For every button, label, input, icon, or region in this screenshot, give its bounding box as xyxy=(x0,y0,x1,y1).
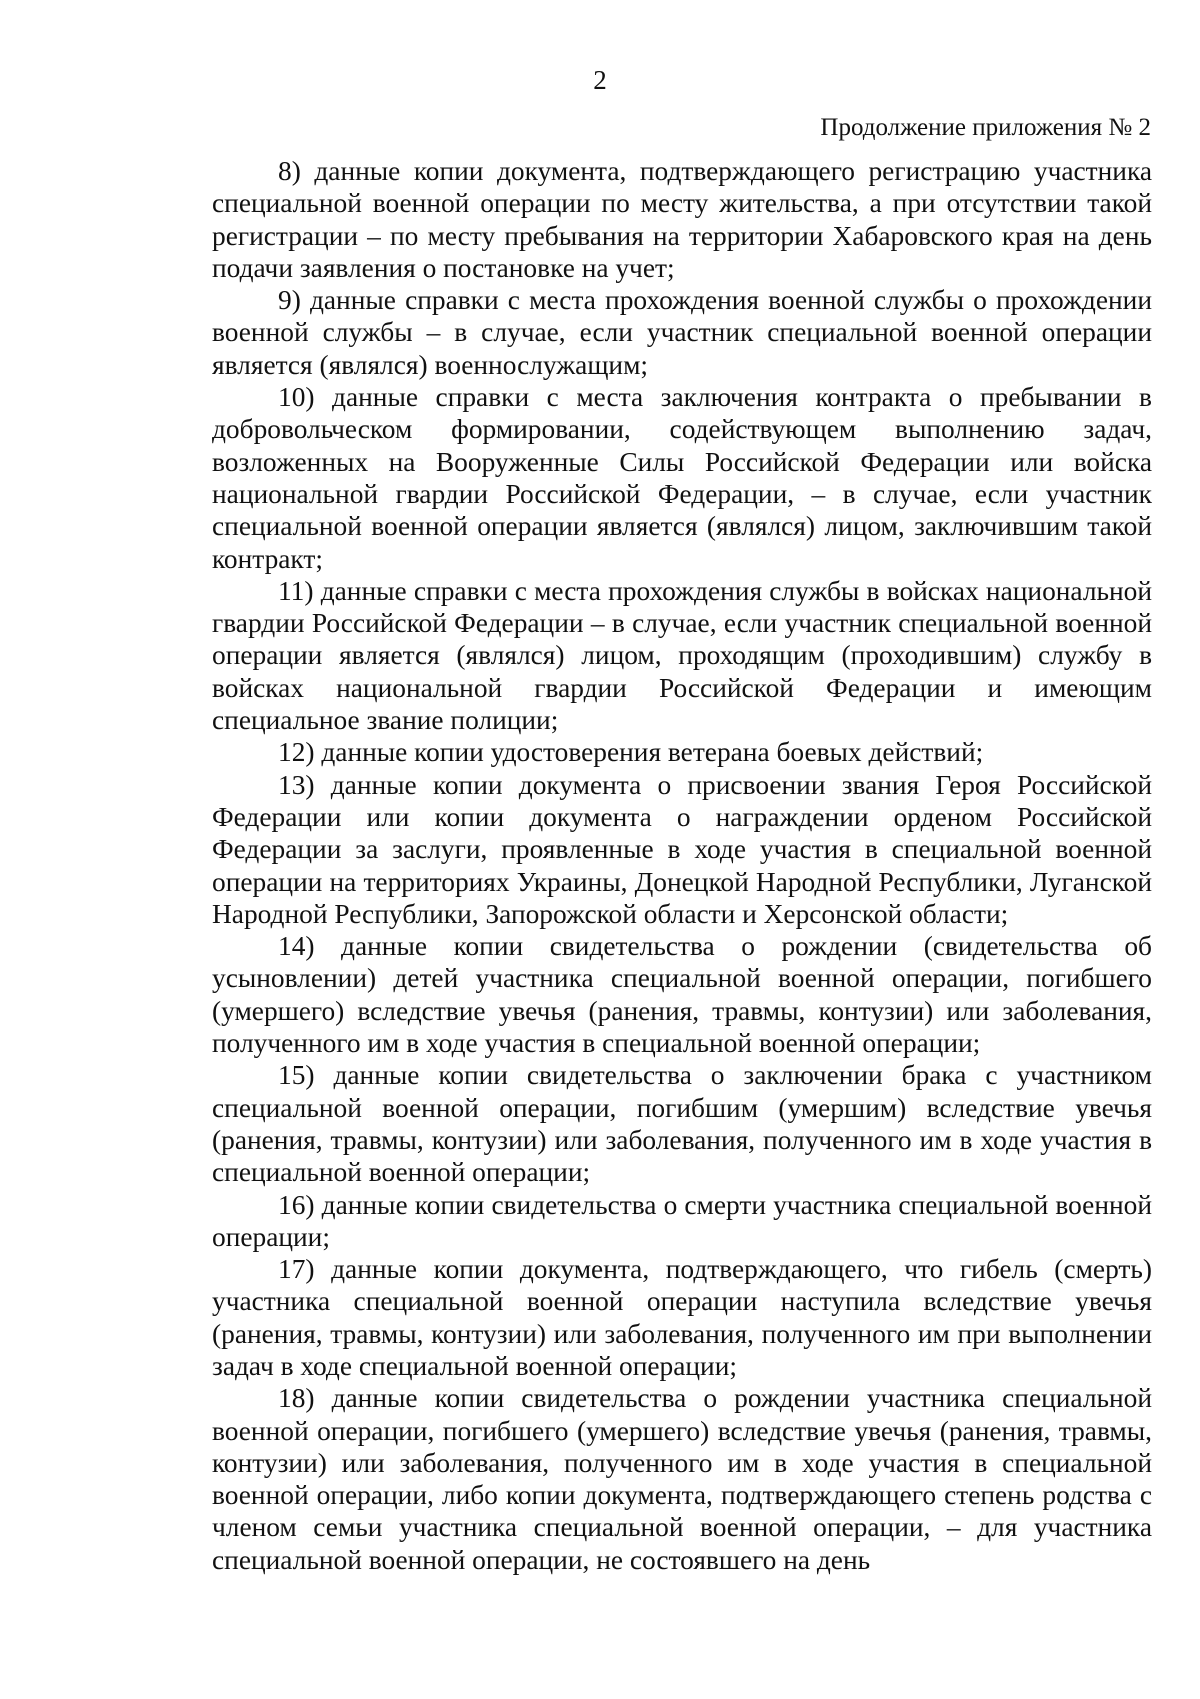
appendix-continuation-label: Продолжение приложения № 2 xyxy=(820,114,1151,141)
list-item-11: 11) данные справки с места прохождения службы в войсках национальной гвардии Российской Федерации – в случае, если участник специальной военной операции является (являлся) лицом, проходящим (проходившим) службу в войсках национальной гвардии Российской Федерации и имеющим специальное звание полиции; xyxy=(212,575,1152,736)
list-item-14: 14) данные копии свидетельства о рождении (свидетельства об усыновлении) детей участника специальной военной операции, погибшего (умершего) вследствие увечья (ранения, травмы, контузии) или заболевания, полученного им в ходе участия в специальной военной операции; xyxy=(212,931,1152,1059)
list-item-8: 8) данные копии документа, подтверждающего регистрацию участника специальной военной операции по месту жительства, а при отсутствии такой регистрации – по месту пребывания на территории Хабаровского края на день подачи заявления о постановке на учет; xyxy=(212,156,1152,283)
list-item-13: 13) данные копии документа о присвоении звания Героя Российской Федерации или копии документа о награждении орденом Российской Федерации за заслуги, проявленные в ходе участия в специальной военной операции на территориях Украины, Донецкой Народной Республики, Луганской Народной Республики, Запорожской области и Херсонской области; xyxy=(212,769,1152,929)
list-item-15: 15) данные копии свидетельства о заключении брака с участником специальной военной операции, погибшим (умершим) вследствие увечья (ранения, травмы, контузии) или заболевания, полученного им в ходе участия в специальной военной операции; xyxy=(212,1060,1152,1188)
list-item-17: 17) данные копии документа, подтверждающего, что гибель (смерть) участника специальной военной операции наступила вследствие увечья (ранения, травмы, контузии) или заболевания, полученного им при выполнении задач в ходе специальной военной операции; xyxy=(212,1254,1152,1381)
list-item-16: 16) данные копии свидетельства о смерти участника специальной военной операции; xyxy=(212,1189,1152,1252)
list-item-10: 10) данные справки с места заключения контракта о пребывании в добровольческом формировании, содействующем выполнению задач, возложенных на Вооруженные Силы Российской Федерации или войска национальной гвардии Российской Федерации, – в случае, если участник специальной военной операции является (являлся) лицом, заключившим такой контракт; xyxy=(212,382,1152,574)
list-item-12: 12) данные копии удостоверения ветерана боевых действий; xyxy=(278,737,984,768)
page-number: 2 xyxy=(593,65,607,95)
document-body xyxy=(212,155,1152,1576)
list-item-9: 9) данные справки с места прохождения военной службы о прохождении военной службы – в случае, если участник специальной военной операции является (являлся) военнослужащим; xyxy=(212,285,1152,380)
list-item-18: 18) данные копии свидетельства о рождении участника специальной военной операции, погибшего (умершего) вследствие увечья (ранения, травмы, контузии) или заболевания, полученного им в ходе участия в специальной военной операции, либо копии документа, подтверждающего степень родства с членом семьи участника специальной военной операции, – для участника специальной военной операции, не состоявшего на день xyxy=(212,1383,1152,1575)
